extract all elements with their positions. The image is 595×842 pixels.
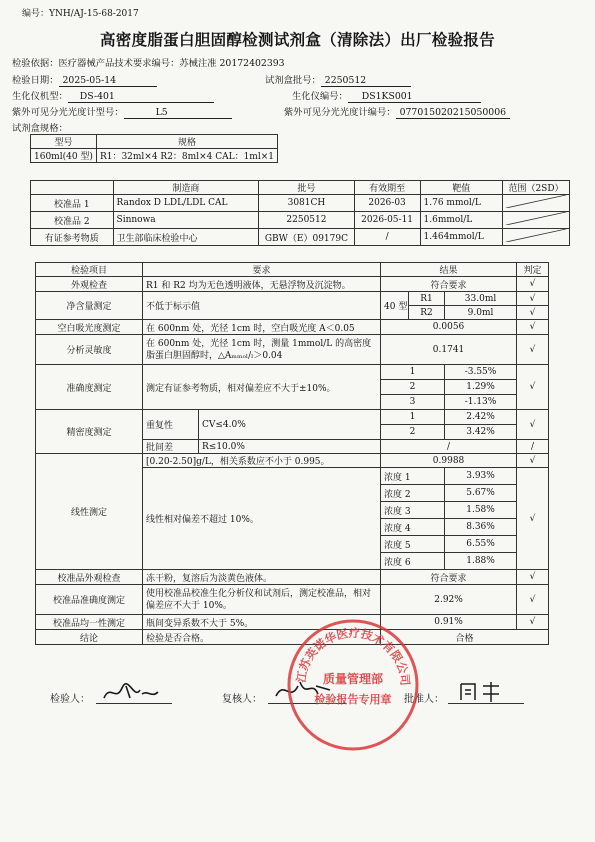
qc-r1c5 — [503, 212, 570, 229]
row-blank-absorbance — [36, 320, 549, 335]
req-text: 使用校准品校准生化分析仪和试剂后，测定校准品，相对偏差应不大于 10%。 — [143, 585, 381, 615]
lot-line — [265, 72, 411, 87]
conc-label: 浓度 4 — [381, 519, 445, 536]
analyzer-label: 生化仪机型： — [12, 91, 68, 102]
acc-index: 3 — [381, 395, 445, 410]
judge-mark: √ — [517, 335, 549, 365]
prec-index: 1 — [381, 410, 445, 425]
qc-header-row — [31, 181, 570, 195]
prec-index: 2 — [381, 425, 445, 440]
prec-rep-label: 重复性 — [143, 410, 199, 440]
results-table — [35, 262, 549, 645]
date-line — [12, 72, 157, 87]
qc-row — [31, 195, 570, 212]
qc-h4: 靶值 — [420, 181, 502, 195]
req-text: 在 600nm 处，光径 1cm 时，测量 1mmol/L 的高密度脂蛋白胆固醇时，△Aₘₘₒₗ/ₗ＞0.04 — [143, 335, 381, 365]
conc-value: 5.67% — [445, 485, 517, 502]
row-appearance — [36, 277, 549, 292]
lot-value: 2250512 — [321, 75, 411, 87]
req-text: 在 600nm 处，光径 1cm 时，空白吸光度 A＜0.05 — [143, 320, 381, 335]
analyzer-no-value: DS1KS001 — [348, 91, 481, 103]
photometer-no-line — [284, 104, 510, 119]
conc-value: 6.55% — [445, 536, 517, 553]
item-label: 分析灵敏度 — [36, 335, 143, 365]
photometer-line — [12, 104, 232, 119]
qc-r0c5 — [503, 195, 570, 212]
qc-r2c1: 卫生部临床检验中心 — [113, 229, 259, 246]
net-r2-value: 9.0ml — [445, 306, 517, 320]
qc-h2: 批号 — [259, 181, 354, 195]
conc-label: 浓度 2 — [381, 485, 445, 502]
row-precision — [36, 410, 549, 425]
spec-value: R1：32ml×4 R2：8ml×4 CAL：1ml×1 — [96, 149, 277, 163]
qc-r1c3: 2026-05-11 — [354, 212, 420, 229]
judge-mark: √ — [517, 585, 549, 615]
stamp-line1: 质量管理部 — [322, 672, 384, 686]
acc-index: 2 — [381, 380, 445, 395]
qc-row — [31, 229, 570, 246]
qc-r2c3: / — [354, 229, 420, 246]
judge-mark: √ — [517, 468, 549, 570]
req-text: 瓶间变异系数不大于 5%。 — [143, 615, 381, 630]
row-net-content — [36, 292, 549, 306]
result-value: 0.0056 — [381, 320, 517, 335]
acc-index: 1 — [381, 365, 445, 380]
judge-mark: √ — [517, 365, 549, 410]
row-linearity — [36, 454, 549, 468]
result-value: 2.92% — [381, 585, 517, 615]
qc-h5: 范围（2SD） — [503, 181, 570, 195]
net-r2-label: R2 — [409, 306, 445, 320]
judge-mark: √ — [517, 292, 549, 306]
item-label: 校准品外观检查 — [36, 570, 143, 585]
basis-label: 检验依据： — [12, 58, 59, 69]
judge-mark: √ — [517, 454, 549, 468]
qc-r1c0: 校准品 2 — [31, 212, 114, 229]
qc-r2c2: GBW（E）09179C — [259, 229, 354, 246]
lot-label: 试剂盒批号： — [265, 75, 321, 86]
h-result: 结果 — [381, 263, 517, 277]
date-value: 2025-05-14 — [59, 75, 157, 87]
h-item: 检验项目 — [36, 263, 143, 277]
spec-table — [30, 134, 278, 163]
h-req: 要求 — [143, 263, 381, 277]
prec-batch-label: 批间差 — [143, 440, 199, 454]
inspector-signature — [100, 680, 160, 704]
spec-col-model: 型号 — [31, 135, 97, 149]
item-label: 校准品均一性测定 — [36, 615, 143, 630]
photometer-no-label: 紫外可见分光光度计编号： — [284, 107, 396, 118]
report-title: 高密度脂蛋白胆固醇检测试剂盒（清除法）出厂检验报告 — [99, 30, 495, 49]
qc-r0c0: 校准品 1 — [31, 195, 114, 212]
results-header-row — [36, 263, 549, 277]
basis-value: 医疗器械产品技术要求编号：苏械注准 20172402393 — [58, 58, 285, 69]
analyzer-line — [12, 88, 214, 103]
acc-value: -1.13% — [445, 395, 517, 410]
acc-value: -3.55% — [445, 365, 517, 380]
approver-label: 批准人： — [404, 694, 444, 705]
analyzer-value: DS-401 — [68, 91, 214, 103]
approver-signature — [455, 680, 505, 704]
item-label: 空白吸光度测定 — [36, 320, 143, 335]
prec-value: 3.42% — [445, 425, 517, 440]
photometer-no-value: 077015020215050006 — [396, 107, 510, 119]
item-label: 线性测定 — [36, 454, 143, 570]
judge-mark: / — [517, 440, 549, 454]
document-code: 编号：YNH/AJ-15-68-2017 — [22, 9, 139, 19]
spec-col-spec: 规格 — [96, 135, 277, 149]
qc-r0c2: 3081CH — [259, 195, 354, 212]
diagonal-slash — [506, 212, 566, 225]
req-text: R1 和 R2 均为无色透明液体，无悬浮物及沉淀物。 — [143, 277, 381, 292]
item-label: 外观检查 — [36, 277, 143, 292]
req-text: 线性相对偏差不超过 10%。 — [143, 468, 381, 570]
analyzer-no-label: 生化仪编号： — [292, 91, 348, 102]
date-label: 检验日期： — [12, 75, 59, 86]
req-text: 冻干粉，复溶后为淡黄色液体。 — [143, 570, 381, 585]
net-r1-label: R1 — [409, 292, 445, 306]
conc-label: 浓度 3 — [381, 502, 445, 519]
qc-h1: 制造商 — [113, 181, 259, 195]
qc-r2c5 — [503, 229, 570, 246]
qc-r1c4: 1.6mmol/L — [420, 212, 502, 229]
net-model: 40 型 — [381, 292, 409, 320]
req-text: 不低于标示值 — [143, 292, 381, 320]
conc-value: 8.36% — [445, 519, 517, 536]
qc-r2c4: 1.464mmol/L — [420, 229, 502, 246]
conc-value: 1.58% — [445, 502, 517, 519]
conclusion-value: 合格 — [381, 630, 549, 645]
item-label: 校准品准确度测定 — [36, 585, 143, 615]
h-judge: 判定 — [517, 263, 549, 277]
qc-h3: 有效期至 — [354, 181, 420, 195]
conc-value: 1.88% — [445, 553, 517, 570]
photometer-value: L5 — [124, 107, 232, 119]
stamp-ring-text: 江苏英诺华医疗技术有限公司 — [293, 625, 413, 687]
result-value: 0.1741 — [381, 335, 517, 365]
qc-h0 — [31, 181, 114, 195]
result-value: 0.9988 — [381, 454, 517, 468]
reviewer-label: 复核人： — [222, 694, 262, 705]
judge-mark: √ — [517, 320, 549, 335]
spec-model: 160ml(40 型) — [31, 149, 97, 163]
conc-label: 浓度 6 — [381, 553, 445, 570]
item-label: 结论 — [36, 630, 143, 645]
basis-line — [12, 55, 285, 69]
result-value: / — [381, 440, 517, 454]
net-r1-value: 33.0ml — [445, 292, 517, 306]
result-value: 符合要求 — [381, 277, 517, 292]
qc-r1c2: 2250512 — [259, 212, 354, 229]
row-accuracy — [36, 365, 549, 380]
result-value: 0.91% — [381, 615, 517, 630]
row-sensitivity — [36, 335, 549, 365]
judge-mark: √ — [517, 410, 549, 440]
prec-value: 2.42% — [445, 410, 517, 425]
qc-r0c4: 1.76 mmol/L — [420, 195, 502, 212]
item-label: 准确度测定 — [36, 365, 143, 410]
analyzer-no-line — [292, 88, 481, 103]
row-cal-appearance — [36, 570, 549, 585]
inspector-label: 检验人： — [50, 694, 90, 705]
result-value: 符合要求 — [381, 570, 517, 585]
acc-value: 1.29% — [445, 380, 517, 395]
conc-label: 浓度 1 — [381, 468, 445, 485]
item-label: 净含量测定 — [36, 292, 143, 320]
qc-r0c3: 2026-03 — [354, 195, 420, 212]
req-text: [0.20-2.50]g/L，相关系数应不小于 0.995。 — [143, 454, 381, 468]
judge-mark: √ — [517, 277, 549, 292]
row-cal-accuracy — [36, 585, 549, 615]
judge-mark: √ — [517, 306, 549, 320]
req-text: 测定有证参考物质，相对偏差应不大于±10%。 — [143, 365, 381, 410]
diagonal-slash — [506, 229, 566, 242]
qc-r0c1: Randox D LDL/LDL CAL — [113, 195, 259, 212]
company-seal-stamp — [283, 615, 423, 755]
req-text: 检验是否合格。 — [143, 630, 381, 645]
photometer-label: 紫外可见分光光度计型号： — [12, 107, 124, 118]
prec-batch-req: R≤10.0% — [199, 440, 381, 454]
spec-label: 试剂盒规格： — [12, 123, 68, 134]
diagonal-slash — [506, 195, 566, 208]
conc-label: 浓度 5 — [381, 536, 445, 553]
judge-mark: √ — [517, 570, 549, 585]
stamp-line2: 检验报告专用章 — [314, 693, 392, 706]
qc-table — [30, 180, 570, 246]
qc-row — [31, 212, 570, 229]
conc-value: 3.93% — [445, 468, 517, 485]
qc-r2c0: 有证参考物质 — [31, 229, 114, 246]
prec-rep-req: CV≤4.0% — [199, 410, 381, 440]
item-label: 精密度测定 — [36, 410, 143, 454]
qc-r1c1: Sinnowa — [113, 212, 259, 229]
judge-mark: √ — [517, 615, 549, 630]
